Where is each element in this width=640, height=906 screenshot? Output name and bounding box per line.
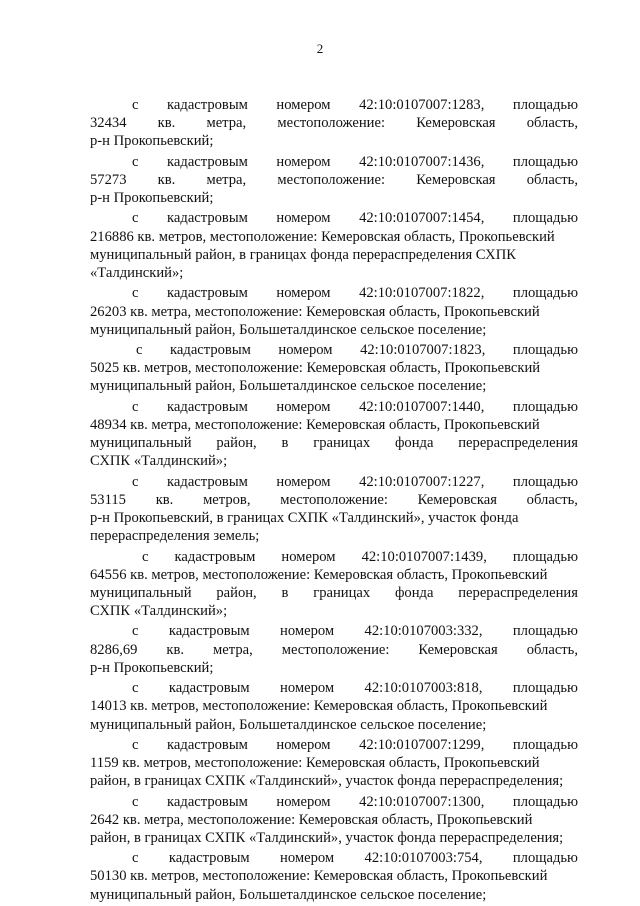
text-line [90,153,578,171]
text-segment: кадастровым [167,398,248,415]
text-segment: фонда [394,435,434,452]
text-segment: 57273 [90,171,127,188]
text-line [90,189,578,207]
text-segment: кв. [155,491,174,508]
text-line [90,754,578,772]
text-segment: 42:10:0107007:1227, [359,473,485,490]
text-segment: 48934 кв. метра, местоположение: Кемеровская область, Прокопьевский [90,416,540,433]
list-item [90,548,578,621]
text-segment: номером [280,623,335,640]
text-segment: перераспределения [458,435,578,452]
text-segment: с [132,850,139,867]
text-segment: 42:10:0107007:1436, [359,153,485,170]
text-segment: СХПК «Талдинский»; [90,453,228,470]
text-segment: муниципальный [90,435,192,452]
list-item [90,398,578,471]
text-segment: район, в границах СХПК «Талдинский», участок фонда перераспределения; [90,773,564,790]
text-segment: кадастровым [167,285,248,302]
text-line [90,434,578,452]
text-line [90,509,578,527]
text-segment: площадью [512,97,578,113]
list-item [90,473,578,546]
text-line [90,736,578,754]
text-segment: с [132,97,139,113]
text-segment: кадастровым [168,680,250,697]
text-segment: район, [216,584,257,601]
page-number: 2 [316,41,324,56]
text-line [90,622,578,640]
text-segment: 42:10:0107007:1822, [359,285,485,302]
text-line [90,228,578,246]
text-line [90,886,578,904]
text-line [90,377,578,395]
text-segment: муниципальный район, Большеталдинское сельское поселение; [90,378,487,395]
text-segment: с [132,623,139,640]
text-line [90,359,578,377]
text-line [90,132,578,150]
text-segment: район, [216,435,257,452]
text-line [90,566,578,584]
text-segment: номером [276,398,331,415]
text-line [90,284,578,302]
text-segment: номером [276,793,331,810]
text-segment: перераспределения земель; [90,528,260,545]
list-item [90,622,578,677]
text-segment: площадью [512,342,578,359]
text-line [90,209,578,227]
text-segment: площадью [512,680,578,697]
text-segment: 42:10:0107007:1299, [359,736,485,753]
text-segment: в [281,584,289,601]
text-segment: кадастровым [167,97,248,113]
text-segment: кадастровым [168,623,250,640]
text-segment: 42:10:0107003:332, [364,623,483,640]
text-segment: 42:10:0107003:754, [364,850,483,867]
text-segment: с [132,680,139,697]
text-segment: метров, [203,491,251,508]
text-segment: муниципальный район, Большеталдинское сельское поселение; [90,716,487,733]
text-line [90,679,578,697]
text-segment: кв. [157,115,176,132]
text-segment: 64556 кв. метров, местоположение: Кемеровская область, Прокопьевский [90,566,548,583]
text-segment: с [132,398,139,415]
text-segment: кадастровым [167,793,248,810]
text-segment: 42:10:0107007:1283, [359,97,485,113]
text-line [90,473,578,491]
text-segment: номером [276,153,331,170]
text-segment: 42:10:0107007:1440, [359,398,485,415]
text-segment: 42:10:0107007:1454, [359,210,485,227]
text-segment: 42:10:0107007:1823, [360,342,486,359]
text-segment: 32434 [90,115,127,132]
text-segment: 5025 кв. метров, местоположение: Кемеровская область, Прокопьевский [90,360,541,377]
text-segment: границах [313,584,371,601]
text-segment: муниципальный [90,584,192,601]
text-line [90,772,578,790]
text-segment: местоположение: [281,641,390,658]
text-segment: район, в границах СХПК «Талдинский», участок фонда перераспределения; [90,829,564,846]
text-segment: кв. [166,641,185,658]
list-item [90,341,578,396]
list-item [90,284,578,339]
text-segment: метра, [206,171,247,188]
text-segment: кв. [157,171,176,188]
text-segment: номером [276,97,331,113]
text-segment: «Талдинский»; [90,265,184,282]
document-body [90,96,578,906]
text-line [90,96,578,114]
text-segment: фонда [394,584,434,601]
text-segment: площадью [512,850,578,867]
text-segment: площадью [512,153,578,170]
text-segment: с [132,210,139,227]
text-segment: границах [313,435,371,452]
text-line [90,867,578,885]
list-item [90,849,578,904]
text-line [90,811,578,829]
text-segment: 216886 кв. метров, местоположение: Кемеровская область, Прокопьевский [90,228,555,245]
text-segment: р-н Прокопьевский; [90,190,214,207]
text-segment: р-н Прокопьевский; [90,659,214,676]
text-segment: с [132,793,139,810]
text-segment: 53115 [90,491,126,508]
text-segment: 2642 кв. метра, местоположение: Кемеровская область, Прокопьевский [90,811,533,828]
text-segment: область, [526,641,578,658]
text-segment: номером [278,342,333,359]
text-line [90,398,578,416]
text-segment: 50130 кв. метров, местоположение: Кемеровская область, Прокопьевский [90,868,548,885]
text-segment: кадастровым [168,850,250,867]
text-line [90,697,578,715]
text-segment: площадью [512,285,578,302]
text-line [90,321,578,339]
text-segment: номером [276,210,331,227]
text-line [90,584,578,602]
text-segment: 42:10:0107007:1300, [359,793,485,810]
text-segment: местоположение: [277,171,386,188]
text-line [90,527,578,545]
text-segment: кадастровым [174,548,256,565]
text-segment: кадастровым [167,153,248,170]
text-line [90,114,578,132]
text-segment: номером [276,285,331,302]
text-segment: перераспределения [458,584,578,601]
text-line [90,246,578,264]
text-segment: с [142,548,149,565]
text-segment: область, [526,491,578,508]
text-segment: номером [280,680,335,697]
text-line [90,171,578,189]
text-line [90,264,578,282]
text-segment: кадастровым [167,736,248,753]
list-item [90,96,578,151]
text-segment: кадастровым [170,342,251,359]
list-item [90,679,578,734]
text-segment: площадью [512,793,578,810]
text-segment: СХПК «Талдинский»; [90,603,228,620]
text-segment: площадью [512,736,578,753]
list-item [90,793,578,848]
text-segment: с [132,473,139,490]
text-line [90,829,578,847]
text-segment: метра, [213,641,253,658]
text-segment: номером [281,548,336,565]
text-segment: Кемеровская [416,171,496,188]
text-segment: местоположение: [280,491,388,508]
text-segment: р-н Прокопьевский; [90,133,214,150]
text-segment: Кемеровская [417,491,497,508]
text-segment: 14013 кв. метров, местоположение: Кемеровская область, Прокопьевский [90,698,548,715]
text-line [90,548,578,566]
text-line [90,491,578,509]
text-segment: муниципальный район, Большеталдинское сельское поселение; [90,321,487,338]
text-line [90,602,578,620]
list-item [90,209,578,282]
text-segment: 1159 кв. метров, местоположение: Кемеровская область, Прокопьевский [90,755,540,772]
text-segment: Кемеровская [416,115,496,132]
text-segment: номером [276,473,331,490]
text-segment: с [132,736,139,753]
text-line [90,416,578,434]
text-segment: Кемеровская [418,641,498,658]
text-segment: местоположение: [277,115,386,132]
list-item [90,153,578,208]
text-line [90,659,578,677]
text-segment: с [136,342,143,359]
text-segment: 8286,69 [90,641,138,658]
text-segment: 42:10:0107007:1439, [361,548,487,565]
text-segment: область, [526,171,578,188]
text-segment: площадью [512,473,578,490]
text-line [90,716,578,734]
text-line [90,849,578,867]
text-segment: номером [280,850,335,867]
text-line [90,641,578,659]
text-segment: с [132,285,139,302]
text-segment: площадью [512,210,578,227]
text-line [90,452,578,470]
text-segment: номером [276,736,331,753]
text-segment: кадастровым [167,473,248,490]
text-segment: метра, [206,115,247,132]
text-segment: в [281,435,289,452]
text-segment: площадью [512,623,578,640]
text-segment: муниципальный район, в границах фонда перераспределения СХПК [90,246,516,263]
text-segment: муниципальный район, Большеталдинское сельское поселение; [90,886,487,903]
text-segment: кадастровым [167,210,248,227]
text-segment: 42:10:0107003:818, [364,680,483,697]
text-segment: 26203 кв. метра, местоположение: Кемеровская область, Прокопьевский [90,303,540,320]
text-segment: площадью [512,548,578,565]
text-line [90,303,578,321]
text-segment: область, [526,115,578,132]
text-segment: площадью [512,398,578,415]
text-line [90,793,578,811]
text-line [90,341,578,359]
text-segment: с [132,153,139,170]
list-item [90,736,578,791]
text-segment: р-н Прокопьевский, в границах СХПК «Талдинский», участок фонда [90,510,519,527]
